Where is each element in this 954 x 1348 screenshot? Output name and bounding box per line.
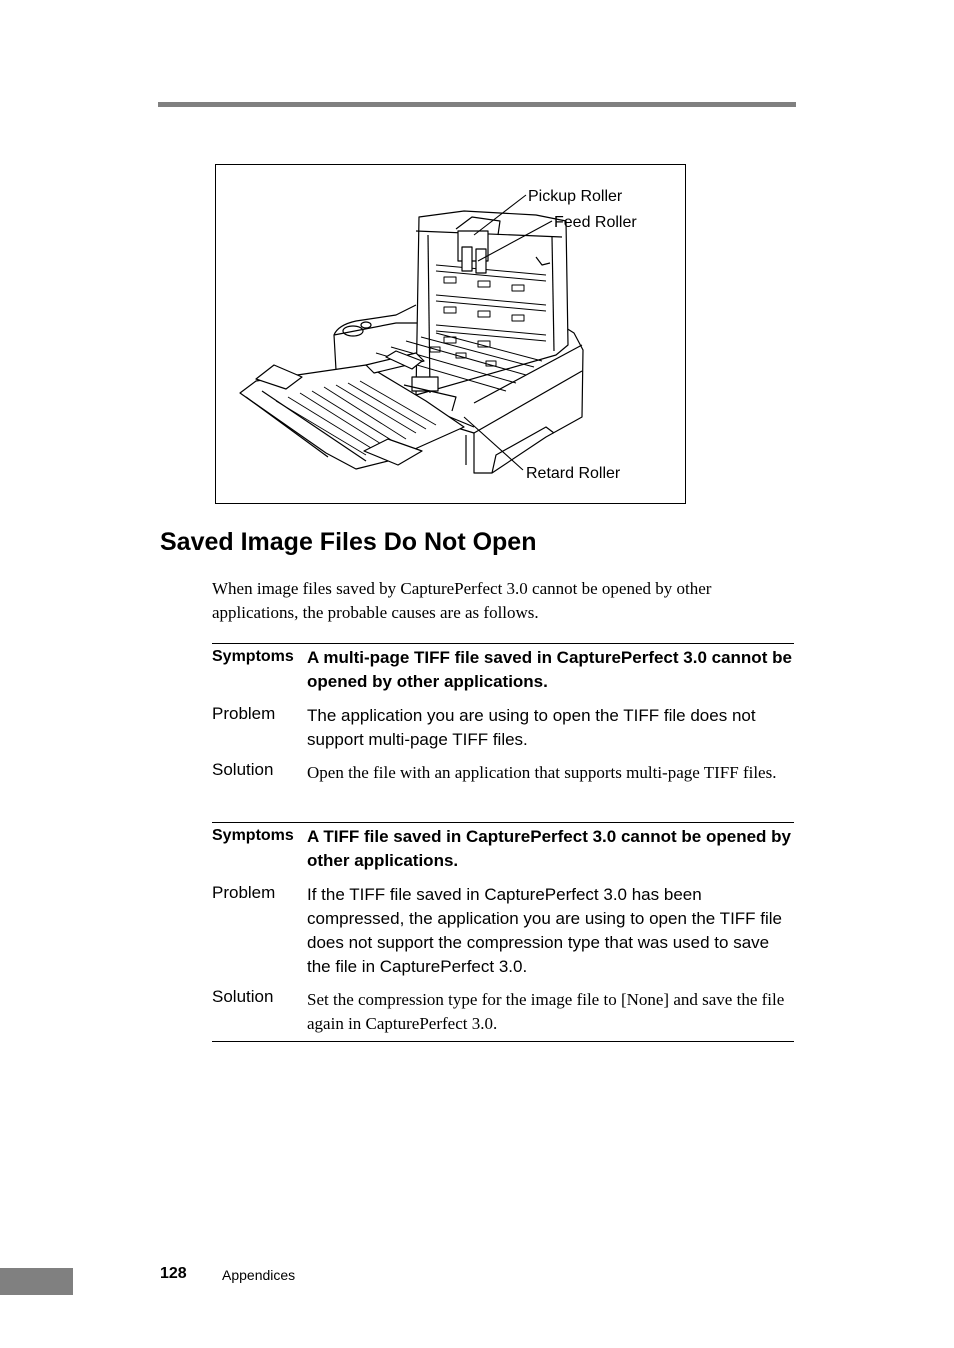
problem-text: If the TIFF file saved in CapturePerfect 3.0 has been compressed, the application you are using to open the TIFF file does not support the compression type that was used to save the file in CapturePerfect 3.0. <box>307 885 783 976</box>
problem-label: Problem <box>212 883 276 902</box>
intro-paragraph: When image files saved by CapturePerfect 3.0 cannot be opened by other applications, the probable causes are as follows. <box>212 579 712 622</box>
feed-roller-callout: Feed Roller <box>554 214 637 231</box>
trouble-table <box>212 643 794 785</box>
trouble-table <box>212 822 794 1042</box>
solution-text: Set the compression type for the image file to [None] and save the file again in CapturePerfect 3.0. <box>307 990 785 1033</box>
pickup-roller-callout: Pickup Roller <box>528 188 623 205</box>
header-rule <box>158 102 796 107</box>
symptoms-text: A TIFF file saved in CapturePerfect 3.0 cannot be opened by other applications. <box>307 827 791 870</box>
solution-text: Open the file with an application that supports multi-page TIFF files. <box>307 763 777 782</box>
problem-label: Problem <box>212 704 276 723</box>
symptoms-row <box>212 644 794 694</box>
symptoms-text: A multi-page TIFF file saved in CapturePerfect 3.0 cannot be opened by other applications. <box>307 648 792 691</box>
footer-section-name: Appendices <box>222 1267 296 1283</box>
problem-text: The application you are using to open the TIFF file does not support multi-page TIFF files. <box>307 706 756 749</box>
retard-roller-callout: Retard Roller <box>526 465 621 482</box>
solution-row <box>212 760 794 785</box>
symptoms-label: Symptoms <box>212 827 294 844</box>
table-bottom-rule <box>212 1041 794 1042</box>
symptoms-label: Symptoms <box>212 648 294 665</box>
problem-row <box>212 704 794 752</box>
problem-row <box>212 883 794 979</box>
solution-row <box>212 987 794 1036</box>
solution-label: Solution <box>212 760 274 779</box>
solution-label: Solution <box>212 987 274 1006</box>
symptoms-row <box>212 823 794 873</box>
scanner-figure <box>215 164 686 504</box>
section-title: Saved Image Files Do Not Open <box>160 528 537 556</box>
page-number: 128 <box>160 1265 187 1282</box>
footer-tab-block <box>0 1268 73 1295</box>
